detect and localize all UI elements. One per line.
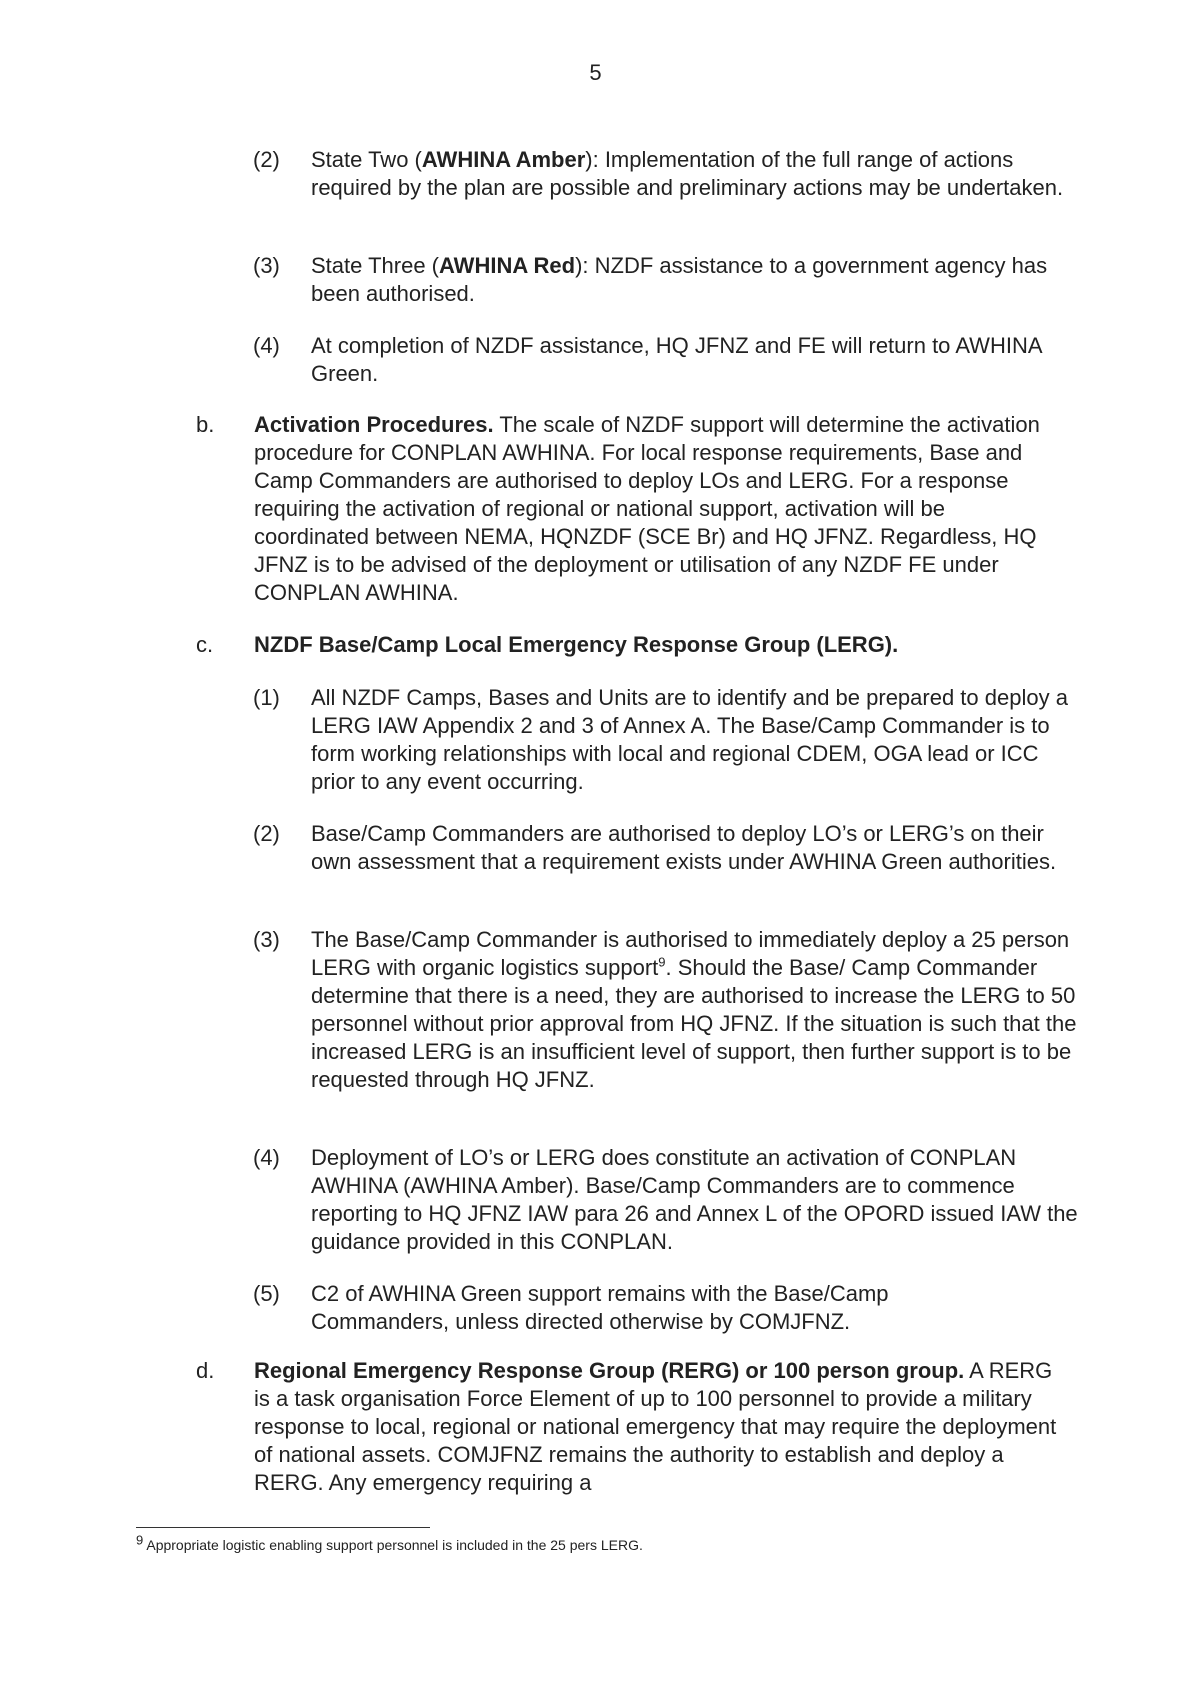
- state-four-paragraph: At completion of NZDF assistance, HQ JFNZ and FE will return to AWHINA Green.: [311, 333, 1042, 386]
- page-number: 5: [589, 60, 602, 85]
- section-c-item-1-text: All NZDF Camps, Bases and Units are to identify and be prepared to deploy a LERG IAW Appendix 2 and 3 of Annex A. The Base/Camp Commander is to form working relationships with local and regional CDEM, OGA lead or ICC prior to any event occurring.: [311, 685, 1068, 794]
- section-b-paragraph: [254, 411, 1064, 607]
- section-c-item-2-marker: (2): [253, 821, 280, 846]
- state-three-post: ): NZDF assistance to a government agency has been authorised.: [311, 253, 1048, 306]
- section-c-item-3-pre: The Base/Camp Commander is authorised to immediately deploy a 25 person LERG with organic logistics support: [311, 927, 1070, 980]
- section-c-marker: c.: [196, 632, 214, 657]
- section-b-marker: b.: [196, 412, 215, 437]
- section-c-item-3-text: [311, 926, 1086, 1094]
- section-d-body: A RERG is a task organisation Force Element of up to 100 personnel to provide a military response to local, regional or national emergency that may require the deployment of national assets. COMJFNZ remains the authority to establish and deploy a RERG. Any emergency requiring a: [254, 1358, 1057, 1495]
- section-c-item-1-marker: (1): [253, 685, 280, 710]
- section-c-item-5-text: C2 of AWHINA Green support remains with the Base/Camp Commanders, unless directed otherwise by COMJFNZ.: [311, 1281, 889, 1334]
- section-c-item-5-marker: (5): [253, 1281, 280, 1306]
- state-two-marker: (2): [253, 147, 280, 172]
- footnote-text: Appropriate logistic enabling support personnel is included in the 25 pers LERG.: [143, 1537, 643, 1553]
- state-three-bold: AWHINA Red: [439, 253, 576, 278]
- section-c-item-4-text: Deployment of LO’s or LERG does constitute an activation of CONPLAN AWHINA (AWHINA Amber). Base/Camp Commanders are to commence reporting to HQ JFNZ IAW para 26 and Annex L of the OPORD issued IAW the guidance provided in this CONPLAN.: [311, 1145, 1078, 1254]
- section-c-item-4-marker: (4): [253, 1145, 280, 1170]
- section-d-marker: d.: [196, 1358, 215, 1383]
- section-c-heading: [254, 631, 1064, 659]
- section-b-body: The scale of NZDF support will determine the activation procedure for CONPLAN AWHINA. For local response requirements, Base and Camp Commanders are authorised to deploy LOs and LERG. For a response requiring the activation of regional or national support, activation will be coordinated between NEMA, HQNZDF (SCE Br) and HQ JFNZ. Regardless, HQ JFNZ is to be advised of the deployment or utilisation of any NZDF FE under CONPLAN AWHINA.: [254, 412, 1040, 605]
- state-two-paragraph: [311, 146, 1081, 202]
- state-three-paragraph: [311, 252, 1056, 308]
- footnote-ref: 9: [658, 954, 666, 970]
- state-two-post: ): Implementation of the full range of actions required by the plan are possible and preliminary actions may be undertaken.: [311, 147, 1064, 200]
- state-two-pre: State Two (: [311, 147, 422, 172]
- section-c-item-3-marker: (3): [253, 927, 280, 952]
- section-c-item-3-post: . Should the Base/ Camp Commander determine that there is a need, they are authorised to increase the LERG to 50 personnel without prior approval from HQ JFNZ. If the situation is such that the increased LERG is an insufficient level of support, then further support is to be requested through HQ JFNZ.: [311, 955, 1077, 1092]
- footnote-number: 9: [136, 1532, 144, 1548]
- section-c-heading-text: NZDF Base/Camp Local Emergency Response Group (LERG).: [254, 632, 899, 657]
- state-three-marker: (3): [253, 253, 280, 278]
- section-d-paragraph: [254, 1357, 1064, 1497]
- state-two-bold: AWHINA Amber: [421, 147, 586, 172]
- section-d-heading: Regional Emergency Response Group (RERG) or 100 person group.: [254, 1358, 965, 1383]
- state-three-pre: State Three (: [311, 253, 439, 278]
- footnote: [136, 1532, 643, 1554]
- section-b-heading: Activation Procedures.: [254, 412, 494, 437]
- state-four-marker: (4): [253, 333, 280, 358]
- footnote-divider: [136, 1527, 430, 1528]
- section-c-item-2-text: Base/Camp Commanders are authorised to deploy LO’s or LERG’s on their own assessment that a requirement exists under AWHINA Green authorities.: [311, 821, 1057, 874]
